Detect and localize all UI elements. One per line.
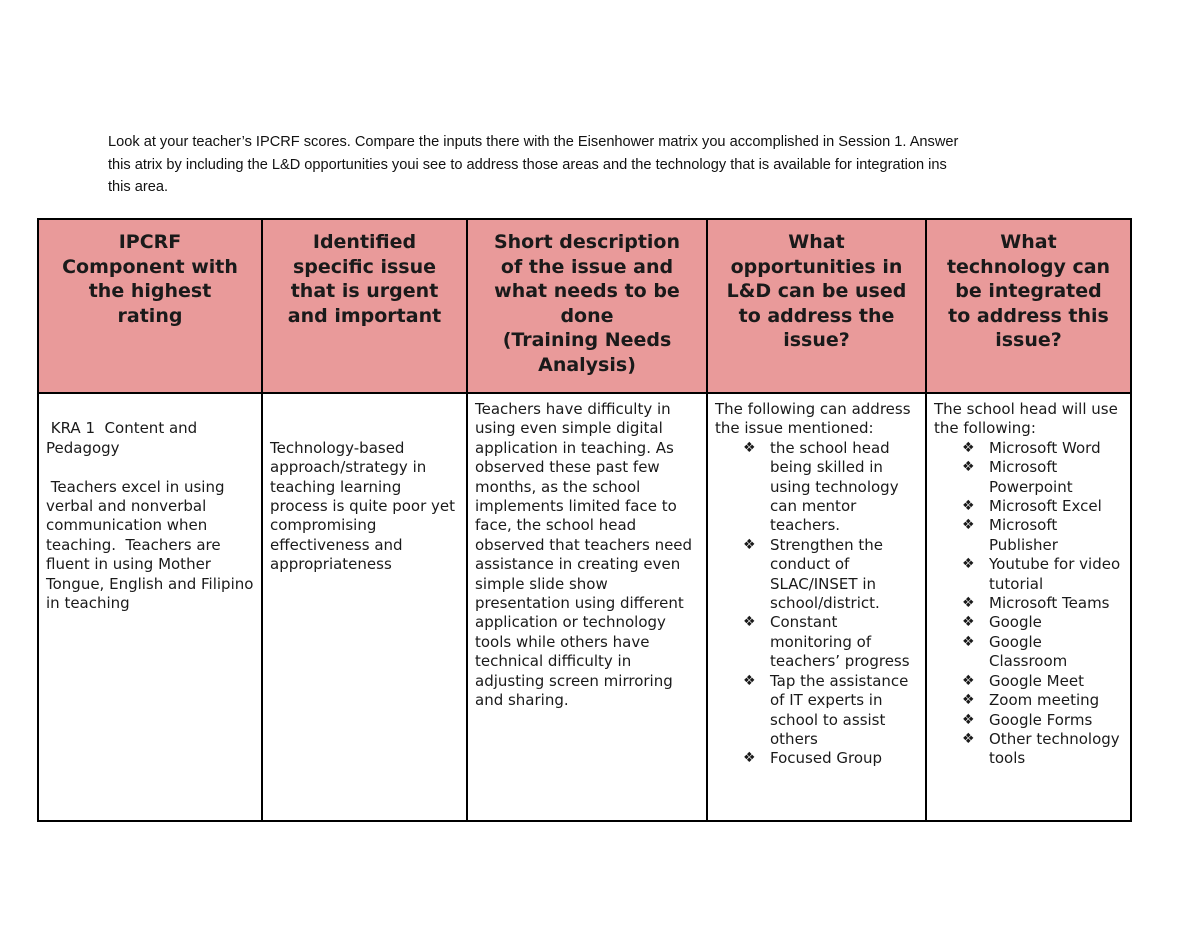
list-item-text: Microsoft Excel — [989, 497, 1102, 516]
header-line: Short description — [493, 231, 681, 253]
diamond-bullet-icon: ❖ — [962, 439, 975, 456]
diamond-bullet-icon: ❖ — [743, 672, 756, 689]
list-item — [743, 536, 919, 614]
header-line: What — [788, 231, 845, 253]
cell-technology — [926, 393, 1131, 821]
list-item — [743, 439, 919, 536]
header-ipcrf-component — [38, 219, 262, 393]
header-line: that is urgent — [290, 280, 439, 303]
header-line: to address the — [738, 304, 895, 327]
header-ld-opportunities — [707, 219, 926, 393]
list-item — [962, 633, 1124, 672]
list-item-text: Microsoft Powerpoint — [989, 458, 1073, 496]
list-item-text: Other technology tools — [989, 729, 1120, 768]
header-line: issue? — [783, 329, 850, 352]
list-item-text: Google Classroom — [989, 632, 1068, 671]
diamond-bullet-icon: ❖ — [962, 692, 975, 709]
list-item-text: Strengthen the conduct of SLAC/INSET in school/district. — [770, 535, 884, 613]
list-item — [962, 711, 1124, 730]
header-line: done — [560, 304, 614, 327]
header-short-description — [467, 219, 707, 393]
header-line: rating — [117, 304, 183, 327]
header-identified-issue — [262, 219, 467, 393]
needs-analysis-text: Teachers have difficulty in using even simple digital application in teaching. As observed these past few months, as the school implements limited face to face, the school head observed that teachers need assistance in creating even simple slide show presentation using different application or technology tools while others have technical difficulty in adjusting screen mirroring and sharing. — [475, 400, 697, 710]
header-line: technology can — [946, 255, 1111, 278]
list-item — [962, 555, 1124, 594]
opportunities-intro: The following can address the issue mentioned: — [715, 400, 916, 438]
kra-label: KRA 1 Content and Pedagogy — [46, 419, 202, 457]
diamond-bullet-icon: ❖ — [962, 730, 975, 747]
list-item — [962, 516, 1124, 555]
technology-intro: The school head will use the following: — [934, 400, 1123, 438]
list-item — [743, 749, 919, 768]
cell-ipcrf-component — [38, 393, 262, 821]
list-item-text: Tap the assistance of IT experts in school to assist others — [770, 671, 909, 748]
header-line: opportunities in — [730, 255, 903, 278]
list-item-text: Youtube for video tutorial — [989, 555, 1121, 593]
list-item-text: Google — [989, 613, 1042, 632]
list-item — [962, 672, 1124, 691]
header-line: What — [1000, 231, 1057, 253]
cell-short-description — [467, 393, 707, 821]
list-item-text: Microsoft Publisher — [989, 516, 1058, 554]
list-item — [743, 672, 919, 750]
list-item — [962, 730, 1124, 769]
header-line: be integrated — [955, 280, 1102, 303]
diamond-bullet-icon: ❖ — [962, 672, 975, 689]
diamond-bullet-icon: ❖ — [962, 556, 975, 573]
header-technology — [926, 219, 1131, 393]
list-item — [743, 613, 919, 671]
header-line: what needs to be — [494, 280, 680, 303]
diamond-bullet-icon: ❖ — [962, 517, 975, 534]
header-line: L&D can be used — [726, 280, 907, 303]
content-row — [38, 393, 1131, 821]
list-item-text: Constant monitoring of teachers’ progress — [770, 613, 910, 671]
instructions-line-2: this atrix by including the L&D opportunities youi see to address those areas and the technology that is available for integration ins — [108, 156, 947, 173]
list-item-text: Google Forms — [989, 710, 1093, 729]
diamond-bullet-icon: ❖ — [743, 536, 756, 553]
list-item-text: the school head being skilled in using technology can mentor teachers. — [770, 438, 899, 535]
header-line: Identified — [312, 231, 417, 253]
list-item — [962, 691, 1124, 710]
diamond-bullet-icon: ❖ — [962, 633, 975, 650]
header-row — [38, 219, 1131, 393]
instructions-line-3: this area. — [108, 179, 169, 195]
list-item — [962, 594, 1124, 613]
diamond-bullet-icon: ❖ — [962, 459, 975, 476]
instructions — [108, 131, 1098, 199]
component-description: Teachers excel in using verbal and nonverbal communication when teaching. Teachers are fluent in using Mother Tongue, English and Filipino in teaching — [46, 477, 259, 613]
header-line: (Training Needs — [502, 329, 672, 352]
diamond-bullet-icon: ❖ — [962, 711, 975, 728]
cell-identified-issue — [262, 393, 467, 821]
header-line: Analysis) — [538, 353, 636, 376]
instructions-line-1: Look at your teacher’s IPCRF scores. Compare the inputs there with the Eisenhower matrix you accomplished in Session 1. Answer — [108, 134, 959, 150]
diamond-bullet-icon: ❖ — [962, 595, 975, 612]
header-line: to address this — [948, 304, 1109, 327]
diamond-bullet-icon: ❖ — [743, 614, 756, 631]
list-item-text: Microsoft Word — [989, 438, 1101, 457]
opportunities-list — [715, 439, 919, 769]
diamond-bullet-icon: ❖ — [962, 498, 975, 515]
diamond-bullet-icon: ❖ — [743, 750, 756, 767]
list-item — [962, 497, 1124, 516]
header-line: specific issue — [292, 255, 437, 278]
list-item — [962, 458, 1124, 497]
header-line: IPCRF — [118, 231, 182, 253]
header-line: of the issue and — [500, 255, 674, 278]
cell-ld-opportunities — [707, 393, 926, 821]
header-line: issue? — [995, 329, 1062, 352]
diamond-bullet-icon: ❖ — [743, 439, 756, 456]
header-line: and important — [287, 304, 442, 327]
list-item-text: Microsoft Teams — [989, 594, 1110, 613]
list-item — [962, 613, 1124, 632]
diamond-bullet-icon: ❖ — [962, 614, 975, 631]
technology-list — [934, 439, 1124, 769]
header-line: Component with — [62, 255, 238, 278]
ipcrf-matrix-table — [37, 218, 1132, 822]
header-line: the highest — [88, 280, 212, 303]
list-item-text: Google Meet — [989, 671, 1084, 690]
list-item-text: Zoom meeting — [989, 691, 1100, 710]
issue-description: Technology-based approach/strategy in teaching learning process is quite poor yet compromising effectiveness and appropriateness — [270, 438, 460, 574]
list-item — [962, 439, 1124, 458]
list-item-text: Focused Group — [770, 749, 883, 768]
